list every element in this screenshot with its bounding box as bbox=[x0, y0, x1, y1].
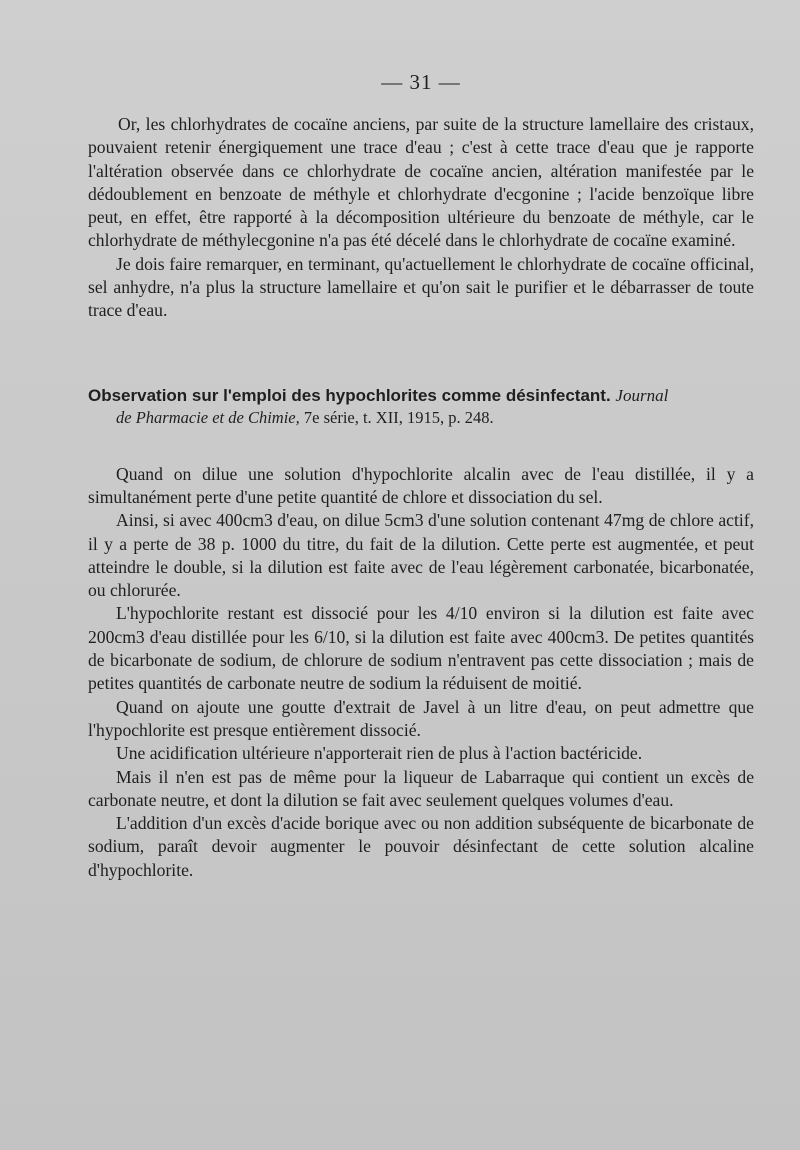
paragraph: Je dois faire remarquer, en terminant, qu'actuellement le chlorhydrate de cocaïne officinal, sel anhydre, n'a plus la structure lamellaire et qu'on sait le purifier et le débarrasser de toute trace d'eau. bbox=[88, 253, 754, 321]
paragraph: Une acidification ultérieure n'apporterait rien de plus à l'action bactéricide. bbox=[116, 743, 643, 764]
journal-name-rest: de Pharmacie et de Chimie, bbox=[116, 407, 300, 427]
journal-name-start: Journal bbox=[615, 385, 669, 405]
section-gap bbox=[88, 323, 754, 385]
article-heading bbox=[88, 385, 754, 407]
article-citation bbox=[116, 407, 754, 429]
article-title: Observation sur l'emploi des hypochlorites comme désinfectant. bbox=[88, 385, 611, 405]
page-content bbox=[88, 70, 754, 882]
paragraph: Quand on dilue une solution d'hypochlorite alcalin avec de l'eau distillée, il y a simultanément perte d'une petite quantité de chlore et dissociation du sel. bbox=[88, 463, 754, 507]
paragraph: Or, les chlorhydrates de cocaïne anciens, par suite de la structure lamellaire des cristaux, pouvaient retenir énergiquement une trace d'eau ; c'est à cette trace d'eau que je rapporte l'altération observée dans ce chlorhydrate de cocaïne ancien, altération manifestée par le dédoublement en benzoate de méthyle et chlorhydrate d'ecgonine ; l'acide benzoïque libre peut, en effet, être rapporté à la décomposition ultérieure du benzoate de méthyle, car le chlorhydrate de méthylecgonine n'a pas été décelé dans le chlorhydrate de cocaïne examiné. bbox=[88, 114, 754, 251]
paragraph: L'hypochlorite restant est dissocié pour les 4/10 environ si la dilution est faite avec 200cm3 d'eau distillée pour les 6/10, si la dilution est faite avec 400cm3. De petites quantités de bicarbonate de sodium, de chlorure de sodium n'entravent pas cette dissociation ; mais de petites quantités de carbonate neutre de sodium la réduisent de moitié. bbox=[88, 603, 754, 694]
citation-details: 7e série, t. XII, 1915, p. 248. bbox=[303, 407, 494, 427]
paragraph: Ainsi, si avec 400cm3 d'eau, on dilue 5cm3 d'une solution contenant 47mg de chlore actif, il y a perte de 38 p. 1000 du titre, du fait de la dilution. Cette perte est augmentée, et peut atteindre le double, si la dilution est faite avec de l'eau légèrement carbonatée, bicarbonatée, ou chlorurée. bbox=[88, 510, 754, 601]
paragraph: Mais il n'en est pas de même pour la liqueur de Labarraque qui contient un excès de carbonate neutre, et dont la dilution se fait avec seulement quelques volumes d'eau. bbox=[88, 766, 754, 810]
paragraph: L'addition d'un excès d'acide borique avec ou non addition subséquente de bicarbonate de sodium, paraît devoir augmenter le pouvoir désinfectant de cette solution alcaline d'hypochlorite. bbox=[88, 813, 754, 880]
paragraph: Quand on ajoute une goutte d'extrait de Javel à un litre d'eau, on peut admettre que l'hypochlorite est presque entièrement dissocié. bbox=[88, 696, 754, 740]
heading-gap bbox=[88, 429, 754, 463]
page-number: — 31 — bbox=[381, 70, 461, 94]
